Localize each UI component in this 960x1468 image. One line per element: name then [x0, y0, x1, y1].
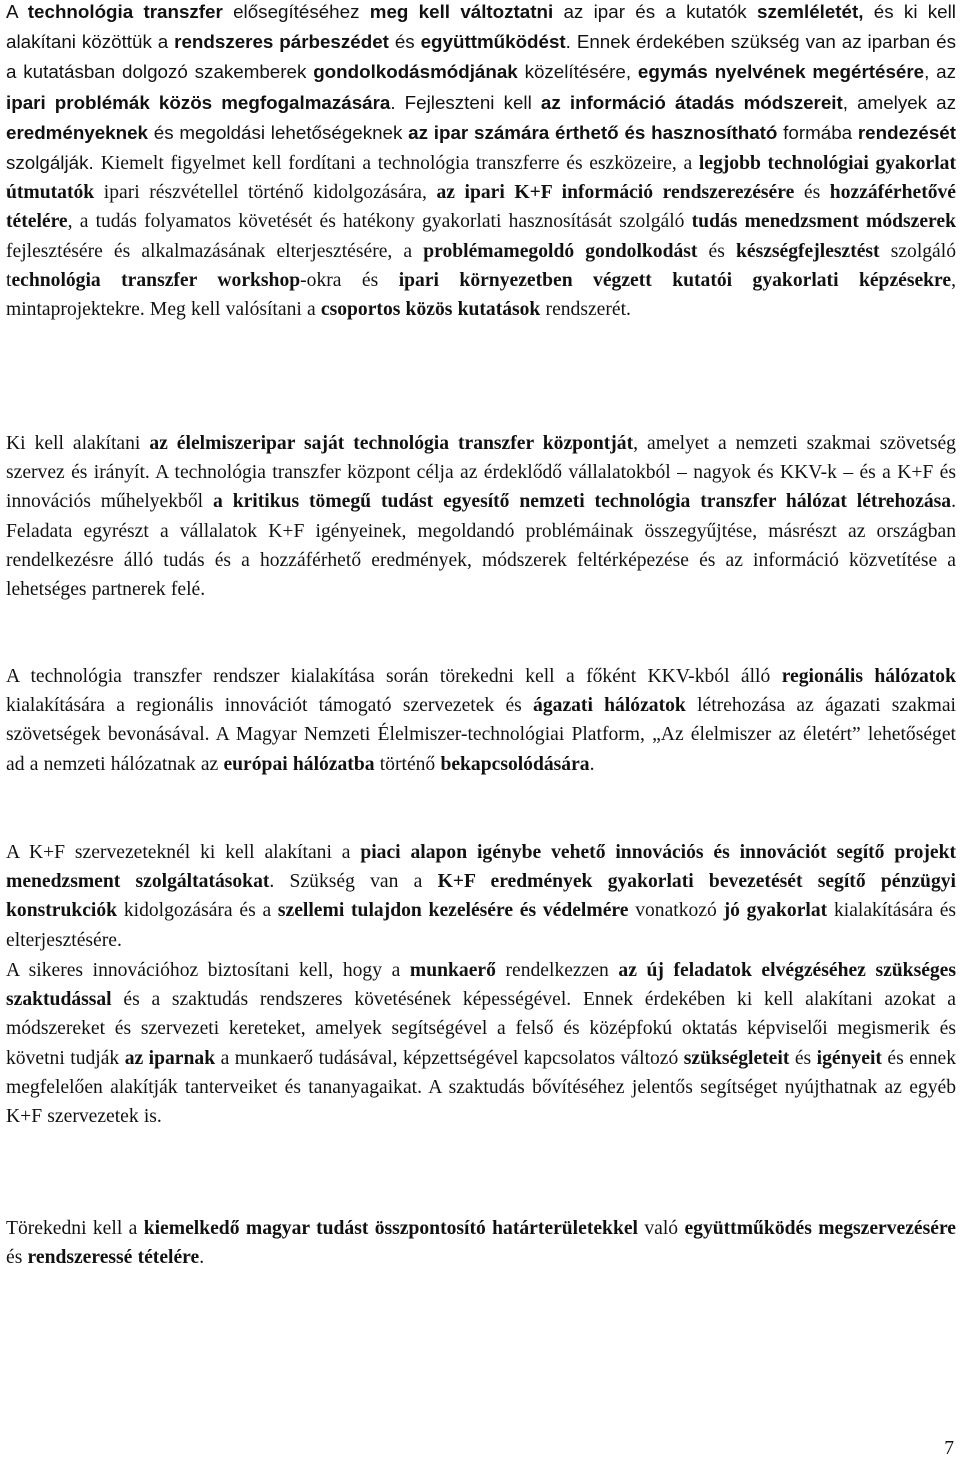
emphasized-text: gondolkodásmódjának [313, 61, 518, 83]
body-text: . Ennek érdekében szükség van az iparban és a kutatásban dolgozó szakemberek [6, 31, 956, 83]
body-text: az ipar és a kutatók [553, 1, 757, 22]
emphasized-text: K+F eredmények gyakorlati bevezetését segítő pénzügyi konstrukciók [6, 871, 956, 922]
body-text: . [589, 753, 595, 775]
emphasized-text: munkaerő [409, 960, 496, 981]
body-text: -okra és [300, 269, 399, 291]
body-text: és [789, 1047, 817, 1069]
emphasized-text: tudás menedzsment módszerek [691, 211, 956, 233]
emphasized-text: piaci alapon igénybe vehető innovációs és innovációt segítő projekt menedzsment szolgáltatásokat [6, 842, 957, 893]
paragraph-regional-networks [6, 662, 956, 779]
emphasized-text: az ipari K+F információ rendszerezésére [436, 182, 795, 204]
emphasized-text: szükségleteit [683, 1047, 790, 1069]
body-text: létrehozása az ágazati szakmai szövetségek bevonásával. A Magyar Nemzeti Élelmiszer-technológiai Platform, „Az élelmiszer az életért” lehetőséget ad a nemzeti hálózatnak az [6, 695, 956, 775]
page-number: 7 [944, 1438, 954, 1459]
body-text: ipari részvétellel történő kidolgozására, [94, 182, 437, 204]
emphasized-text: az információ átadás módszereit [540, 91, 843, 113]
paragraph-technology-transfer-mindset [6, 0, 956, 324]
emphasized-text: rendszeressé tételére [27, 1247, 200, 1269]
body-text: . Feladata egyrészt a vállalatok K+F igényeinek, megoldandó problémáinak összegyűjtése, másrészt az országban rendelkezésre álló tudás és a hozzáférhető eredmények, módszerek feltérképezése és az információ közvetítése a lehetséges partnerek felé. [6, 491, 957, 601]
body-text: Kiemelt figyelmet kell fordítani a technológia transzferre és eszközeire, a [100, 153, 699, 175]
emphasized-text: kiemelkedő magyar tudást összpontosító határterületekkel [143, 1218, 638, 1239]
emphasized-text: készségfejlesztést [735, 240, 880, 262]
emphasized-text: problémamegoldó gondolkodást [423, 240, 698, 262]
emphasized-text: technológia transzfer [27, 1, 223, 22]
body-text: A sikeres innovációhoz biztosítani kell, hogy a [6, 960, 410, 981]
body-text: , amelyek az [842, 91, 956, 113]
body-text: kialakítására és elterjesztésére. [6, 900, 957, 951]
emphasized-text: eredményeknek [6, 121, 148, 143]
body-text: Törekedni kell a [6, 1218, 144, 1239]
paragraph-rd-services [6, 838, 956, 955]
body-text: és [388, 31, 421, 53]
body-text: A [6, 1, 28, 22]
body-text: kialakítására a regionális innovációt támogató szervezetek és [6, 695, 534, 717]
body-text: és [697, 240, 736, 262]
emphasized-text: csoportos közös kutatások [320, 299, 541, 321]
emphasized-text: rendezését [857, 121, 956, 143]
body-text: A technológia transzfer rendszer kialakítása során törekedni kell a főként KKV-kból álló [6, 666, 782, 687]
body-text: és a szaktudás rendszeres követésének képességével. Ennek érdekében ki kell alakítani azokat a módszereket és szervezeti kereteket, amelyek segítségével a felső és középfokú oktatás képviselői megismerik és követni tudják [6, 989, 956, 1069]
body-text: és megoldási lehetőségeknek [148, 121, 409, 143]
body-text: A K+F szervezeteknél ki kell alakítani a [6, 842, 361, 863]
body-text: , a tudás folyamatos követését és hatékony gyakorlati hasznosítását szolgáló [67, 211, 692, 233]
emphasized-text: jó gyakorlat [723, 900, 828, 922]
body-text: Ki kell alakítani [6, 433, 150, 454]
paragraph-workforce-skills [6, 956, 956, 1131]
emphasized-text: bekapcsolódására [440, 753, 590, 775]
emphasized-text: európai hálózatba [223, 753, 375, 775]
body-text: . Szükség van a [269, 871, 438, 893]
body-text: és [6, 1247, 28, 1269]
body-text: és ennek megfelelően alakítják tanterveiket és tananyagaikat. A szaktudás bővítéséhez jelentős segítséget nyújthatnak az egyéb K+F szervezetek is. [6, 1047, 956, 1128]
body-text: . Fejleszteni kell [390, 91, 541, 113]
body-text: történő [374, 753, 441, 775]
emphasized-text: ágazati hálózatok [533, 695, 686, 717]
body-text: rendelkezzen [495, 960, 619, 981]
body-text: vonatkozó [628, 900, 724, 922]
emphasized-text: az ipar számára érthető és hasznosítható [408, 121, 778, 143]
emphasized-text: az új feladatok elvégzéséhez szükséges szaktudással [6, 960, 957, 1011]
body-text: szolgálják. [6, 152, 101, 174]
emphasized-text: echnológia transzfer workshop [11, 269, 301, 291]
emphasized-text: ipari problémák közös megfogalmazására [6, 91, 391, 113]
emphasized-text: rendszeres párbeszédet [174, 31, 389, 53]
body-text: rendszerét. [540, 299, 631, 321]
emphasized-text: egymás nyelvének megértésére [637, 61, 925, 83]
emphasized-text: együttműködés megszervezésére [684, 1218, 956, 1239]
body-text: szolgáló t [6, 240, 956, 291]
emphasized-text: együttműködést [420, 31, 566, 53]
body-text: formába [777, 121, 858, 143]
body-text: , mintaprojektekre. Meg kell valósítani a [6, 269, 957, 321]
body-text: és ki kell alakítani közöttük a [6, 1, 956, 53]
body-text: elősegítéséhez [222, 1, 370, 22]
body-text: való [637, 1218, 685, 1239]
emphasized-text: az élelmiszeripar saját technológia transzfer központját [149, 433, 634, 454]
emphasized-text: legjobb technológiai gyakorlat útmutatók [6, 153, 956, 204]
emphasized-text: igényeit [816, 1047, 882, 1069]
emphasized-text: ipari környezetben végzett kutatói gyakorlati képzésekre [398, 269, 952, 291]
body-text: közelítésére, [517, 61, 638, 83]
emphasized-text: regionális hálózatok [781, 666, 956, 687]
body-text: , az [924, 61, 957, 83]
emphasized-text: hozzáférhetővé tételére [6, 182, 957, 233]
paragraph-cooperation-frontiers [6, 1214, 956, 1272]
body-text: a munkaerő tudásával, képzettségével kapcsolatos változó [215, 1047, 684, 1069]
body-text: fejlesztésére és alkalmazásának elterjesztésére, a [6, 240, 424, 262]
emphasized-text: az iparnak [124, 1047, 216, 1069]
body-text: és [794, 182, 830, 204]
emphasized-text: szellemi tulajdon kezelésére és védelmére [277, 900, 629, 922]
body-text: kidolgozására és a [117, 900, 278, 922]
paragraph-food-industry-transfer-center [6, 429, 956, 604]
emphasized-text: meg kell változtatni [369, 1, 554, 22]
emphasized-text: a kritikus tömegű tudást egyesítő nemzeti technológia transzfer hálózat létrehozása [213, 491, 952, 513]
body-text: . [199, 1247, 205, 1269]
body-text: , amelyet a nemzeti szakmai szövetség szervez és irányít. A technológia transzfer központ célja az érdeklődő vállalatokból – nagyok és KKV-k – és a K+F és innovációs műhelyekből [6, 433, 956, 513]
emphasized-text: szemléletét, [757, 1, 864, 22]
